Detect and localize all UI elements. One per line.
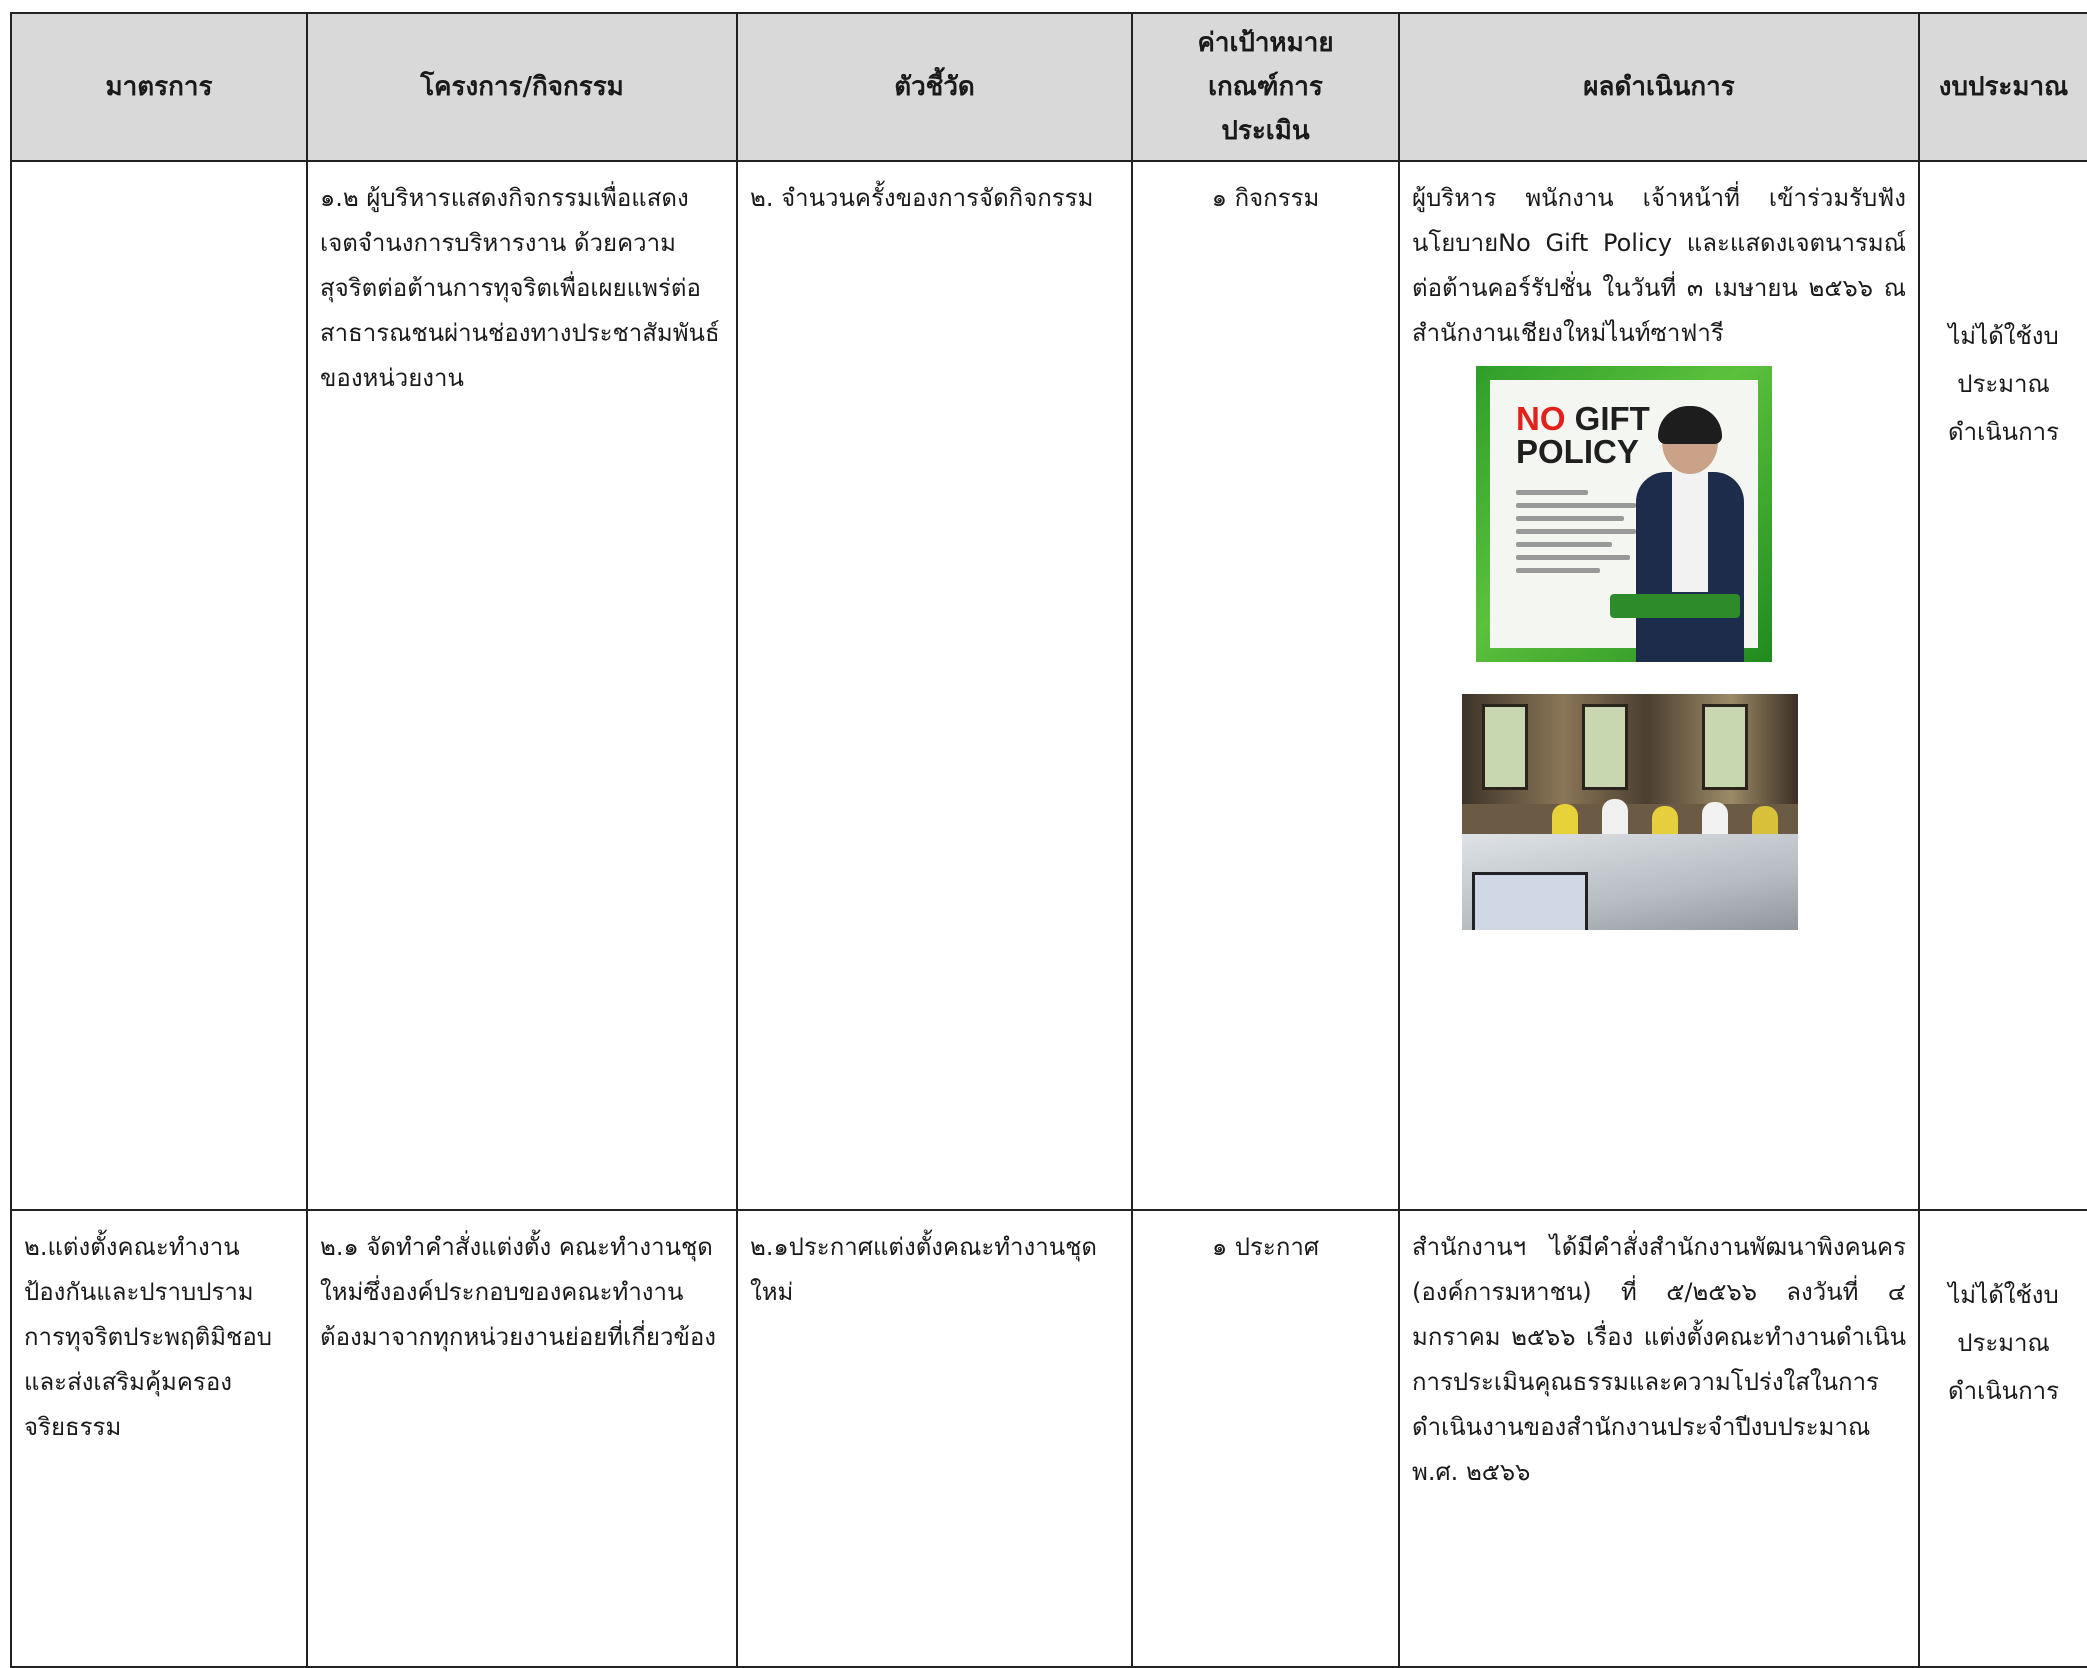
cell-project: ๒.๑ จัดทำคำสั่งแต่งตั้ง คณะทำงานชุดใหม่ซึ่งองค์ประกอบของคณะทำงานต้องมาจากทุกหน่วยงานย่อยที่เกี่ยวข้อง <box>307 1210 737 1667</box>
header-indicator: ตัวชี้วัด <box>737 13 1132 161</box>
operations-table <box>10 12 2087 1668</box>
poster-text-lines <box>1516 490 1636 581</box>
table-row <box>11 1210 2087 1667</box>
cell-indicator: ๒. จำนวนครั้งของการจัดกิจกรรม <box>737 161 1132 1210</box>
cell-measure <box>11 161 307 1210</box>
poster-title: NO GIFT POLICY <box>1516 400 1650 470</box>
header-result: ผลดำเนินการ <box>1399 13 1919 161</box>
header-budget: งบประมาณ <box>1919 13 2087 161</box>
header-measure: มาตรการ <box>11 13 307 161</box>
cell-target: ๑ กิจกรรม <box>1132 161 1399 1210</box>
meeting-photo <box>1462 694 1798 930</box>
cell-result <box>1399 161 1919 1210</box>
cell-measure: ๒.แต่งตั้งคณะทำงานป้องกันและปราบปรามการทุจริตประพฤติมิชอบและส่งเสริมคุ้มครอง จริยธรรม <box>11 1210 307 1667</box>
poster-person-image <box>1628 410 1748 662</box>
no-gift-policy-poster <box>1476 366 1772 662</box>
cell-indicator: ๒.๑ประกาศแต่งตั้งคณะทำงานชุดใหม่ <box>737 1210 1132 1667</box>
header-project: โครงการ/กิจกรรม <box>307 13 737 161</box>
cell-budget: ไม่ได้ใช้งบประมาณดำเนินการ <box>1919 1210 2087 1667</box>
header-row <box>11 13 2087 161</box>
cell-budget: ไม่ได้ใช้งบประมาณดำเนินการ <box>1919 161 2087 1210</box>
poster-name-badge <box>1610 594 1740 618</box>
cell-project: ๑.๒ ผู้บริหารแสดงกิจกรรมเพื่อแสดงเจตจำนงการบริหารงาน ด้วยความสุจริตต่อต้านการทุจริตเพื่อเผยแพร่ต่อสาธารณชนผ่านช่องทางประชาสัมพันธ์ ของหน่วยงาน <box>307 161 737 1210</box>
table-row <box>11 161 2087 1210</box>
result-text: ผู้บริหาร พนักงาน เจ้าหน้าที่ เข้าร่วมรับฟังนโยบายNo Gift Policy และแสดงเจตนารมณ์ ต่อต้านคอร์รัปชั่น ในวันที่ ๓ เมษายน ๒๕๖๖ ณ สำนักงานเชียงใหม่ไนท์ซาฟารี <box>1412 184 1906 347</box>
header-target: ค่าเป้าหมายเกณฑ์การประเมิน <box>1132 13 1399 161</box>
cell-result: สำนักงานฯ ได้มีคำสั่งสำนักงานพัฒนาพิงคนคร (องค์การมหาชน) ที่ ๕/๒๕๖๖ ลงวันที่ ๔ มกราคม ๒๕๖๖ เรื่อง แต่งตั้งคณะทำงานดำเนินการประเมินคุณธรรมและความโปร่งใสในการดำเนินงานของสำนักงานประจำปีงบประมาณ พ.ศ. ๒๕๖๖ <box>1399 1210 1919 1667</box>
cell-target: ๑ ประกาศ <box>1132 1210 1399 1667</box>
